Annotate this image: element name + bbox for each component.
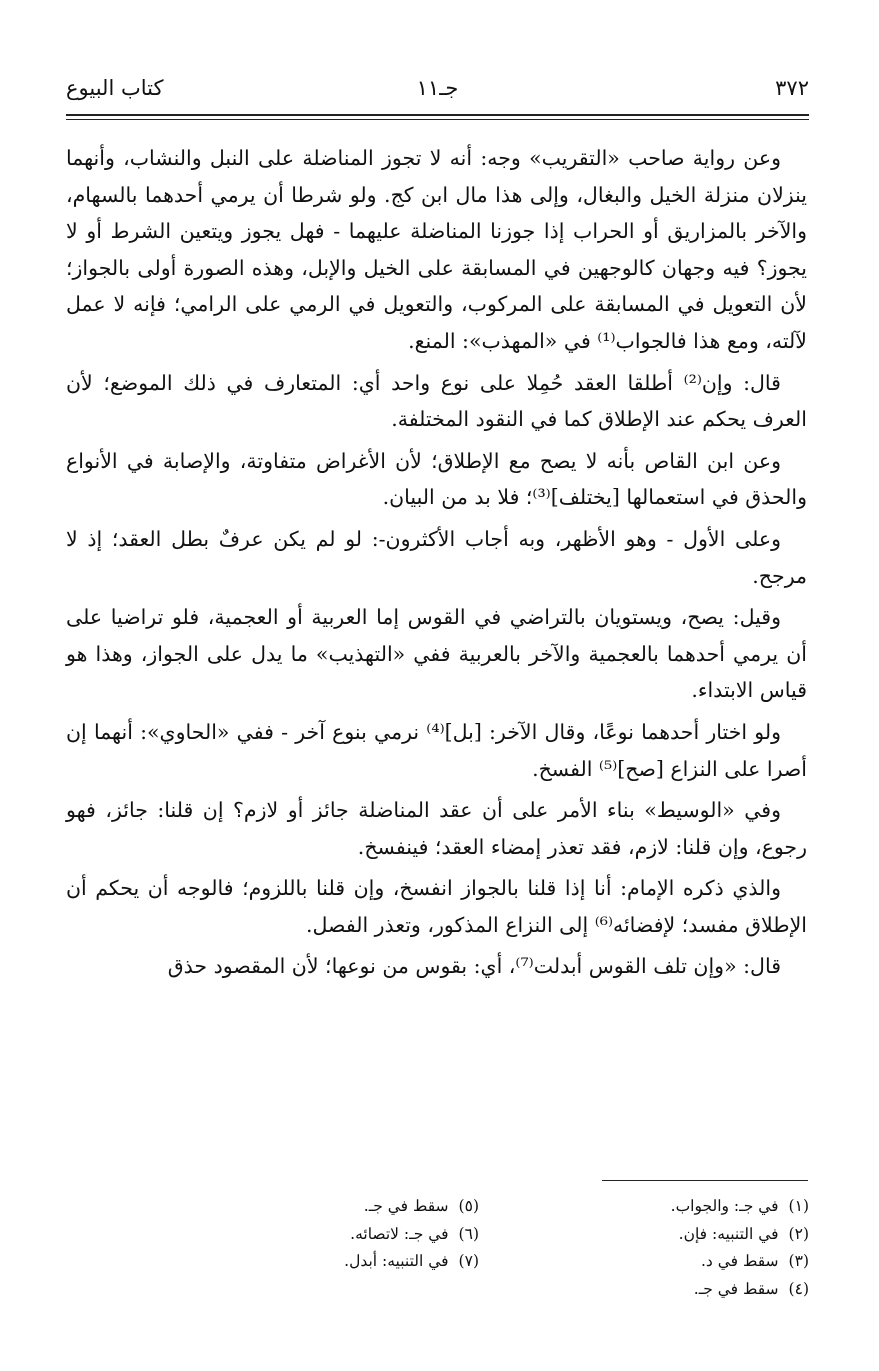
paragraph: قال: «وإن تلف القوس أبدلت⁽⁷⁾، أي: بقوس من نوعها؛ لأن المقصود حذق bbox=[167, 954, 781, 979]
footnote bbox=[509, 1276, 809, 1304]
footnote-rule bbox=[602, 1180, 808, 1181]
book-title: كتاب البيوع bbox=[66, 76, 164, 100]
footnote bbox=[179, 1221, 479, 1249]
footnotes-column-right bbox=[509, 1193, 809, 1303]
footnote bbox=[179, 1248, 479, 1276]
footnote bbox=[509, 1221, 809, 1249]
footnote-text: سقط في د. bbox=[700, 1252, 779, 1270]
paragraph: وعلى الأول - وهو الأظهر، وبه أجاب الأكثرون-: لو لم يكن عرفٌ بطل العقد؛ إذ لا مرجح. bbox=[66, 526, 807, 588]
paragraph: وعن رواية صاحب «التقريب» وجه: أنه لا تجوز المناضلة على النبل والنشاب، وأنهما ينزلان منزلة الخيل والبغال، وإلى هذا مال ابن كج. ولو شرطا أن يرمي أحدهما بالسهام، والآخر بالمزاريق أو الحراب إذا جوزنا المناضلة عليهما - فهل يجوز ويتعين الشرط أو لا يجوز؟ فيه وجهان كالوجهين في المسابقة على الخيل والإبل، وهذه الصورة أولى بالجواز؛ لأن التعويل في المسابقة على المركوب، والتعويل في الرمي على الرامي؛ فإنه لا عمل لآلته، ومع هذا فالجواب⁽¹⁾ في «المهذب»: المنع. bbox=[66, 146, 807, 353]
footnote-number: (٤) bbox=[788, 1279, 809, 1298]
footnotes-column-left bbox=[179, 1193, 479, 1276]
footnote bbox=[509, 1248, 809, 1276]
footnote bbox=[509, 1193, 809, 1221]
footnote-text: في جـ: والجواب. bbox=[670, 1197, 779, 1215]
body-text bbox=[66, 140, 807, 990]
footnote-text: في جـ: لاتصائه. bbox=[350, 1224, 449, 1243]
page-header bbox=[66, 70, 809, 110]
footnote-text: سقط في جـ. bbox=[363, 1197, 449, 1215]
footnote-number: (٥) bbox=[458, 1197, 479, 1215]
paragraph: والذي ذكره الإمام: أنا إذا قلنا بالجواز انفسخ، وإن قلنا باللزوم؛ فالوجه أن يحكم أن الإطلاق مفسد؛ لإفضائه⁽⁶⁾ إلى النزاع المذكور، وتعذر الفصل. bbox=[66, 876, 807, 937]
footnote-text: في التنبيه: فإن. bbox=[678, 1224, 779, 1243]
footnote-text: في التنبيه: أبدل. bbox=[344, 1252, 449, 1270]
footnote-number: (٦) bbox=[458, 1224, 479, 1243]
footnote-text: سقط في جـ. bbox=[693, 1279, 779, 1298]
footnote-number: (٢) bbox=[788, 1224, 809, 1243]
paragraph: وعن ابن القاص بأنه لا يصح مع الإطلاق؛ لأن الأغراض متفاوتة، والإصابة في الأنواع والحذق في استعمالها [يختلف]⁽³⁾؛ فلا بد من البيان. bbox=[66, 448, 807, 510]
volume-label: جـ١١ bbox=[416, 76, 459, 100]
footnote bbox=[179, 1193, 479, 1221]
footnote-number: (٧) bbox=[458, 1252, 479, 1270]
page-number: ٣٧٢ bbox=[775, 76, 809, 100]
paragraph: وقيل: يصح، ويستويان بالتراضي في القوس إما العربية أو العجمية، فلو تراضيا على أن يرمي أحدهما بالعجمية والآخر بالعربية ففي «التهذيب» ما يدل على الجواز، وهذا هو قياس الابتداء. bbox=[66, 605, 807, 703]
header-rule bbox=[66, 114, 809, 116]
paragraph: قال: وإن⁽²⁾ أطلقا العقد حُمِلا على نوع واحد أي: المتعارف في ذلك الموضع؛ لأن العرف يحكم عند الإطلاق كما في النقود المختلفة. bbox=[66, 370, 807, 432]
paragraph: وفي «الوسيط» بناء الأمر على أن عقد المناضلة جائز أو لازم؟ إن قلنا: جائز، فهو رجوع، وإن قلنا: لازم، فقد تعذر إمضاء العقد؛ فينفسخ. bbox=[66, 798, 807, 859]
footnote-number: (١) bbox=[788, 1197, 809, 1215]
paragraph: ولو اختار أحدهما نوعًا، وقال الآخر: [بل]⁽⁴⁾ نرمي بنوع آخر - ففي «الحاوي»: أنهما إن أصرا على النزاع [صح]⁽⁵⁾ الفسخ. bbox=[66, 719, 807, 781]
footnote-number: (٣) bbox=[788, 1252, 809, 1270]
header-rule-thin bbox=[66, 119, 809, 120]
